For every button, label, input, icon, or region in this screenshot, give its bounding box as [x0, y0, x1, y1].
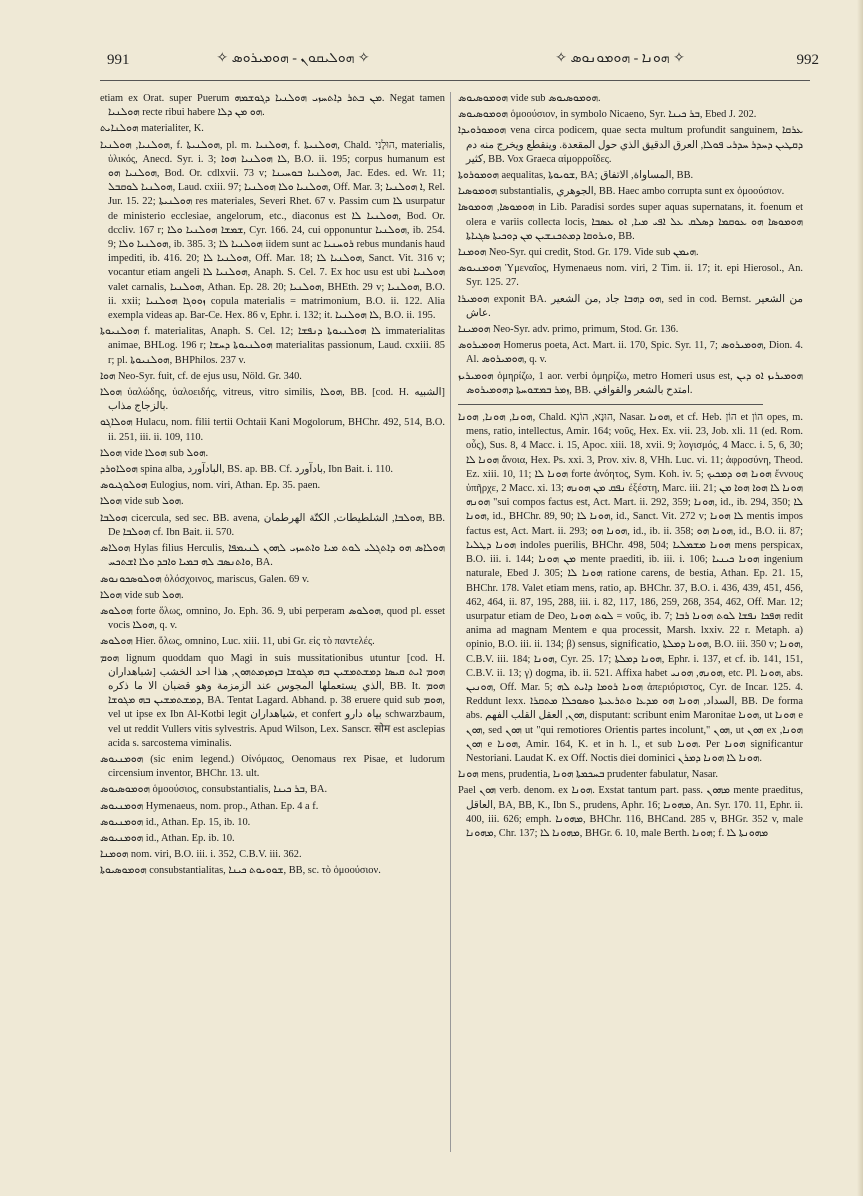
dictionary-entry: ܗܘܡܢܝܘܣ Hymenaeus, nom. prop., Athan. Ep. 4 a f. — [100, 800, 319, 812]
dictionary-entry: ܗܘܢܐ mens, prudentia, ܒܚܟܡܬܐ ܗܘܢܐ prudenter fabulatur, Nasar. — [458, 769, 718, 781]
dictionary-entry: ܗܘܡܝܢܐ Neo-Syr. adv. primo, primum, Stod. Gr. 136. — [458, 324, 679, 336]
dictionary-entry: ܗܘܡܘܪܘܬܐ aequalitas, ܫܘܝܘܬܐ, BA; المساواة, الاتفاق, BB. — [458, 170, 694, 182]
dictionary-entry: ܗܘܢܐ, ܗܘܢܐ, ܗܘܢܐ, Chald. הוּנָא, הוֹנָא, Nasar. ܗܘܢܐ, et cf. Heb. הוֹן et הוֹן opes, m. mens, ratio, intellectus, Amir. 164; νοῦς, Hex. Ex. vii. 23, Job. xli. 11 (ed. Rom. οὖς), Sus. 8, 4 Macc. i. 15, Apoc. xiii. 18, xvii. 9; λογισμός, 4 Macc. i. 5, 6, 30; ܗܘܢܐ ܠܐ ἄνοια, Hex. Ps. xxi. 3, Prov. xiv. 8, VHh. Luc. vi. 11; ἀφροσύνη, Theod. Ez. xiii. 10, 11; ܗܘܢܐ ܠܐ forte ἀνόητος, Sym. Koh. iv. 5; ܗܘܢܐ ܗܘ ܕܡܟܝܟ ἔννους ὑπῆρχε, 2 Macc. xi. 13; ܢܦܩ ܡܢ ܗܘܢܗ ἐξέστη, Marc. iii. 21; ܗܘܢܐ ܠܐ ܗܘܐ ܗܘܐ ܡܢ ܗܘܢܗ "sui compos factus est, Act. Mart. ii. 292, 359; ܗܘܢܐ, id., ib. 294, 350; ܠܐ ܗܘܢܐ, id., BHChr. 89, 90; ܗܘܢܐ ܠܐ, id., Sanct. Vit. 272 v; ܠܐ ܗܘܢܐ mentis impos factus est, Act. Mart. ii. 293; ܗܘܢܐ ܗܘ, id., ib. ii. 358; ܗܘܢܐ ܗܘ, id., B.O. ii. 87; ܗܘܢܐ ܕܛܠܝܐ indoles puerilis, BHChr. 498, 504; ܗܘܢܐ ܡܫܡܠܝܐ mens perspicax, B.O. iii. i. 144; ܡܢ ܗܘܢܐ mente praediti, ib. iii. i. 106; ܗܘܢܐ ܟܝܢܝܐ ingenium naturale, Ebed J. 305; ܗܘܢܐ ܠܐ ratione carens, de bestia, Athan. Ep. 21. 15, BHChr. 178. Valet etiam mens, ratio, ap. BHChr. 37, B.O. i. 436, 439, 451, 456, 462, 464, ii. 87, 195, 288, iii. i. 82, 117, 186, 259, 268, 354, 462, Off. Mar. 12; usurpatur etiam de Deo, ܠܘܬ ܗܘܢܐ = νοῦς, ib. 7; ܗܦܟܐ ܢܦܫܐ ܠܘܬ ܗܘܢܐ ܪܒܐ redit anima ad magnam Mentem e qua processit, Marsh. lxxiv. 22 r. Metaph. a) opinio, B.O. iii. ii. 134; β) sensus, significatio, ܗܘܢܐ ܕܡܠܬܐ, B.O. iii. 350 v; ܗܘܢܐ, C.B.V. iii. 184; ܗܘܢܐ, Cyr. 25. 17; ܗܘܢܐ ܕܡܠܬܐ, Ephr. i. 137, et cf. ib. 141, 151, C.B.V. ii. 13; γ) dogma, ib. ii. 521. Affixa habet ܗܘܢܗ, ܗܘܢܝ, etc. Pl. ܗܘܢܐ, abs. ܗܘܢܝܢ, Off. Mar. 5; ܗܘܢܐ ܪܘܡܐ ܕܐܝܬ ܠܗ ἀπεριόριστος, Cyr. de Incar. 125. 4. Reddunt lexx. السداد, ܗܘܢܐ ܗܘ ܡܕܥܐ ܘܬܪܥܝܬܐ ܘܣܘܟܠܐ ܡܬܩܪܐ, BB. De forma abs. ܗܘܢ, العقل القلب الفهم, disputant: scribunt enim Maronitae ܗܘܢܐ, ut ܗܘܢܐ e ܗܘܢ, sed ܗܘܢ ut "qui remotiores Orientis partes incolunt," ܗܘܢ, ut ܗܘܢ ex ܗܘܢܐ, ܗܘܢ e ܗܘܢܐ, Amir. 164, K. et in h. l., et sub ܗܘܢܐ. Per ܗܘܢܐ significantur Nestoriani. Laudat K. ex Off. Noctis diei dominici ܗܘܢܐ ܠܐ ܗܘܢܐ ܕܡܪܢ. — [458, 412, 803, 764]
dictionary-entry: ܗܘܡܘܣܝܘܣ ὁμοούσιος, consubstantialis, ܒܪ ܟܝܢܐ, BA. — [100, 784, 328, 796]
dictionary-entry: ܗܘܡܘܣܝܐ substantialis, الجوهري, BB. Haec ambo corrupta sunt ex ὁμοούσιον. — [458, 186, 785, 198]
right-column-top-section — [458, 92, 803, 398]
page-number-right: 992 — [796, 52, 819, 68]
dictionary-entry: ܗܘܡܢܝܘܣ Ὑμεναῖος, Hymenaeus nom. viri, 2 Tim. ii. 17; it. epi Hierosol., An. Syr. 125. 27. — [458, 263, 803, 289]
running-title-right: ✧ ܗܘܢܐ - ܗܘܡܘܢܘܣ ✧ — [555, 51, 685, 66]
column-divider — [450, 92, 451, 1152]
dictionary-entry: ܗܘܠܢܝܐ, ܗܘܠܢܝܐ, f. ܗܘܠܢܝܬܐ, pl. m. ܗܘܠܢܝܐ, f. ܗܘܠܢܝܬܐ, Chald. הוּלָנִי, materialis, ὑλικός, Anecd. Syr. i. 3; ܠܐ ܗܘܠܢܝܐ ܗܘܐ, B.O. ii. 195; corpus humanum est ܗܘܠܢܝܐ ܗܘ, Bod. Or. cdlxvii. 73 v; ܗܘܠܢܝܐ ܒܘܚܝܢܐ, Jac. Edes. ed. Wr. 11; ܗܘܠܢܝܐ ܠܘܩܒܠ, Laud. cxiii. 97; ܗܘܠܢܝܐ ܘܠܐ ܗܘܠܢܝܐ, Off. Mar. 3; ܐ ܗܘܠܢܝܐ, Rel. Jur. 15. 22; ܗܘܠܢܝܬܐ res materiales, Severi Rhet. 67 v. Passim cum ܠܐ usurpatur de ministerio ecclesiae, angelorum, etc., diaconus est ܗܘܠܢܝܐ ܠܐ, Bod. Or. dccliv. 167 r; ܫܡܫܐ ܗܘܠܢܝܐ ܘܠܐ, Cyr. 166. 24, cui opponuntur ܗܘܠܢܝܐ, ib. 254. 9; ܗܘܠܢܝܐ ܘܠܐ, ib. 385. 3; ܗܘܠܢܝܐ ܠܐ iidem sunt ac ܪܘܚܢܝܐ rebus mundanis haud impediti, ib. 416. 20; ܗܘܠܢܝܐ ܠܐ, Off. Mar. 18; ܗܘܠܢܝܐ ܠܐ, Sanct. Vit. 316 v; vocantur etiam angeli ܗܘܠܢܝܐ ܠܐ, Anaph. S. Cel. 7. Ex hoc usu est ubi ܗܘܠܢܝܐ valet carnalis, ܗܘܠܢܝܐ, Athan. Ep. 28. 20; ܗܘܠܢܝܐ, BHEth. 29 v; ܗܘܠܢܝܐ, B.O. ii. xxii; ܙܘܘܓܐ ܗܘܠܢܝܐ copula materialis = matrimonium, B.O. ii. 122. Alia exempla videas ap. Bar-Ce. Hex. 86 v, Ephr. i. 132; it. ܠܐ ܗܘܠܢܝܐ, B.O. ii. 195. — [100, 139, 445, 322]
dictionary-entry: ܗܘܡܝܪܘܣ Homerus poeta, Act. Mart. ii. 170, Spic. Syr. 11, 7; ܗܘܡܝܪܘܣ, Dion. 4. Al. ܗܘܡܝܪܘܣ, q. v. — [458, 340, 803, 366]
dictionary-entry: ܗܘܡܘܣܝܘܬܐ consubstantialitas, ܫܘܘܝܘܬ ܟܝܢܐ, BB, sc. τὸ ὁμοούσιον. — [100, 865, 381, 877]
dictionary-entry: ܗܘܠܘܣ forte ὅλως, omnino, Jo. Eph. 36. 9, ubi perperam ܗܘܠܘܣ, quod pl. esset vocis ܗܘܠܐ, q. v. — [100, 605, 445, 632]
dictionary-entry: Pael ܗܘܢ verb. denom. ex ܗܘܢܐ. Exstat tantum part. pass. ܡܗܘܢ mente praeditus, العاقل, BA, BB, K., Ibn S., prudens, Aphr. 16; ܡܗܘܢܐ, An. Syr. 170. 11, Ephr. ii. 400, iii. 626; emph. ܡܗܘܢܐ, BHChr. 116, BHCand. 285 v, BHGr. 352 v, male ܡܗܘܢܐ, Chr. 137; ܡܗܘܢܐ ܠܐ, BHGr. 6. 10, male Berth. ܗܘܢܐ; f. ܡܗܘܢܬܐ ܠܐ — [458, 785, 803, 839]
dictionary-entry: ܗܘܡܢܝܘܣ (sic enim legend.) Οἰνόμαος, Oenomaus rex Pisae, et ludorum circensium inventor, BHChr. 13. ult. — [100, 753, 445, 780]
dictionary-entry: ܗܘܡܘܣܝܘܣ vide sub ܗܘܡܘܣܝܘܣ. — [458, 93, 601, 104]
dictionary-entry: ܗܘܠܒܐ cicercula, sed sec. BB. avena, ܗܘܠܒܐ, الشلطيطات, الكتّة الهرطمان, BB. De ܗܘܠܒܐ cf. Ibn Bait. ii. 570. — [100, 512, 445, 538]
dictionary-entry: ܗܘܠܐܓܘ Hulacu, nom. filii tertii Ochtaii Kani Mogolorum, BHChr. 492, 514, B.O. ii. 251, iii. ii. 109, 110. — [100, 417, 445, 443]
dictionary-entry: etiam ex Orat. super Puerum ܡܢ ܒܬܪ ܕܐܬܚܙܝ ܗܘܠܢܝܐ ܕܓܘܫܡܗ. Negat tamen ܗܘܠܢܝܐ recte ribui habere ܗܘ ܡܢ ܕܠܐ. — [100, 93, 445, 119]
dictionary-entry: ܗܘܠܐ vide ܗܘܠܐ sub ܗܘܠ. — [100, 447, 209, 459]
scan-edge — [857, 0, 863, 1196]
right-column-bottom-section — [458, 411, 803, 841]
section-separator — [458, 404, 763, 405]
dictionary-entry: ܗܘܠܘܣ Hier. ὅλως, omnino, Luc. xiii. 11, ubi Gr. εἰς τὸ παντελές. — [100, 636, 375, 648]
right-column — [458, 92, 803, 1152]
dictionary-entry: ܗܘܐ Neo-Syr. fuit, cf. de ejus usu, Nöld. Gr. 340. — [100, 370, 302, 382]
dictionary-entry: ܗܘܡܘܪܘܝܕܐ vena circa podicem, quae secta multum profundit sanguinem, ܥܪܩܐ ܕܩܛܝܢ ܕܚܕܪ ܚܕܪܝ ܦܘܠܐ, العرق الدقيق الذي حول المقعدة. وينقطع ويخرج منه دم كثير, BB. Vox Graeca αἱμορροΐδες. — [458, 125, 803, 165]
dictionary-entry: ܗܘܠܘܓܝܘܣ Eulogius, nom. viri, Athan. Ep. 35. paen. — [100, 480, 321, 492]
dictionary-entry: ܗܘܠܢܝܘܬܐ f. materialitas, Anaph. S. Cel. 12; ܠܐ ܗܘܠܢܝܘܬܐ ܕܢܦܫܐ immaterialitas animae, BHLog. 196 r; ܗܘܠܢܝܘܬܐ ܕܚܫܐ materialitas passionum, Laud. cxxiii. 85 r; pl. ܗܘܠܢܝܘܬܐ, BHPhilos. 237 v. — [100, 326, 445, 366]
dictionary-entry: ܗܘܡܘܣܐ, ܗܘܡܘܣܐ in Lib. Paradisi sordes super aquas supernatans, it. foenum et olera e variis collecta locis, ܗܘܡܘܣܐ ܗܘ ܥܘܩܡܐ ܕܣܠܩ ܥܠ ܐܦܝ ܡܝܐ, ܐܘ ܥܣܒܐ ܘܝܪܘܩܐ ܕܡܬܟܢܫܝܢ ܡܢ ܕܘܟܝܬܐ ܣܓܝܐܬܐ, BB. — [458, 202, 803, 242]
page-number-left: 991 — [107, 52, 130, 68]
dictionary-entry: ܗܘܡܢܐ Neo-Syr. qui credit, Stod. Gr. 179. Vide sub ܗܝܡܢ. — [458, 247, 699, 259]
dictionary-entry: ܗܘܠܐ vide sub ܗܘܠ. — [100, 589, 184, 601]
dictionary-entry: ܗܘܠܢܐܝܬ materialiter, K. — [100, 123, 204, 135]
dictionary-entry: ܗܘܠܐ ὑαλώδης, ὑαλοειδής, vitreus, vitro similis, ܗܘܠܐ, BB. [cod. H. الشبيه] بالزجاج مذاب. — [100, 387, 445, 413]
dictionary-entry: ܗܘܡܝܪܝܙ ὁμηρίζω, 1 aor. verbi ὁμηρίζω, metro Homeri usus est, ܗܘܡܝܪܝܙ ܐܘ ܕܝܢ ܙܡܪ ܒܡܫܘܚܬܐ ܕܗܘܡܝܪܘܣ, BB. امتدح بالشعر والقوافي. — [458, 370, 803, 396]
running-title-left: ✧ ܗܘܠܝܩܘܢ - ܗܘܡܝܪܘܣ ✧ — [216, 51, 370, 66]
dictionary-entry: ܗܘܠܐܣ Hylas filius Herculis, ܗܘܠܐܣ ܗܘ ܕܐܬܓܠܝ ܠܘܬ ܡܝܐ ܘܐܬܚܙܝ ܠܗܘܢ ܠܢܝܡܦܐ ܘܐܬܢܣܒ ܠܗ ܒܡܝܐ ܘܐܒܕ ܘܠܐ ܐܫܬܟܚ, BA. — [100, 543, 445, 569]
left-column — [100, 92, 445, 1152]
dictionary-entry: ܗܘܡܢܝܘܣ id., Athan. Ep. ib. 10. — [100, 832, 235, 844]
dictionary-entry: ܗܘܠܐ vide sub ܗܘܠ. — [100, 496, 184, 508]
dictionary-entry: ܗܘܠܘܣܟܘܢܘܣ ὁλόσχοινος, mariscus, Galen. 69 v. — [100, 573, 310, 585]
dictionary-entry: ܗܘܡܢܐ nom. viri, B.O. iii. i. 352, C.B.V. iii. 362. — [100, 849, 302, 861]
dictionary-entry: ܗܘܡ lignum quoddam quo Magi in suis mussitationibus utuntur [cod. H. شباهداران] ܗܘܡ ܐܝܬ ܩܝܣܐ ܕܡܫܬܡܫܝܢ ܒܗ ܡܓܘܫܐ ܒܙܡܙܡܬܗܘܢ, هذا احد الخشب الذي يستعملها المجوس عند الزمزمة وهو قضبان الا ما ذكره, BB. It. ܗܘܡ ܕܡܫܬܡܫܝܢ ܒܗ ܡܓܘܫܐ, BA. Tentat Lagard. Abhand. p. 38 eruere quid sub ܗܘܡ, vel ut ipse ex Ibn Al-Kotbi legit شیاهداران, et confert بیاہ دارو schwarzbaum, vel ut reddit Vullers vitis sylvestris. Apud Wilson, Lex. Sanscr. सोम est asclepias acida s. sarcostema viminalis. — [100, 652, 445, 749]
page-header — [0, 44, 863, 74]
header-rule — [100, 80, 810, 81]
dictionary-entry: ܗܘܡܝܪܐ exponit BA. ܗܘ ܕܗܒܐ جاد ,من الشعير, sed in cod. Bernst. من الشعير عاش. — [458, 293, 803, 319]
dictionary-entry: ܗܘܡܢܝܘܣ id., Athan. Ep. 15, ib. 10. — [100, 816, 251, 828]
dictionary-entry: ܗܘܠܐܘܪܕ spina alba, البادآورد, BS. ap. BB. Cf. بادآورد, Ibn Bait. i. 110. — [100, 464, 394, 476]
dictionary-entry: ܗܘܡܘܣܝܘܣ ὁμοούσιον, in symbolo Nicaeno, Syr. ܒܪ ܟܝܢܐ, Ebed J. 202. — [458, 109, 757, 121]
